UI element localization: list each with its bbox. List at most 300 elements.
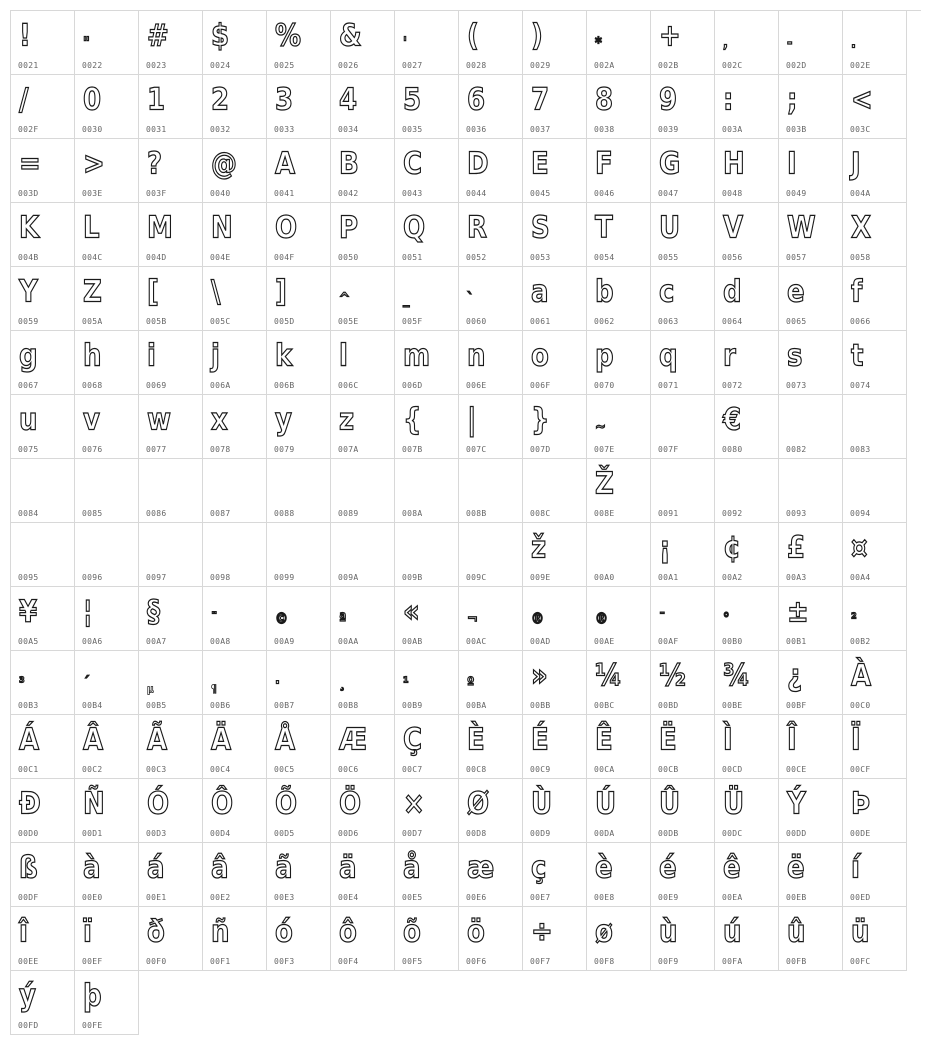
glyph-cell (139, 203, 203, 267)
glyph-code-label: 00F6 (466, 957, 487, 966)
glyph-code-label: 0023 (146, 61, 167, 70)
glyph-code-label: 00D8 (466, 829, 487, 838)
glyph-code-label: 00D7 (402, 829, 423, 838)
glyph-cell (11, 139, 75, 203)
glyph-cell (651, 907, 715, 971)
glyph-cell (139, 395, 203, 459)
glyph-character: ð (147, 915, 164, 950)
glyph-code-label: 006F (530, 381, 551, 390)
glyph-cell (331, 11, 395, 75)
glyph-cell (267, 11, 331, 75)
glyph-code-label: 0078 (210, 445, 231, 454)
glyph-cell (75, 395, 139, 459)
glyph-character: 5 (403, 83, 421, 118)
glyph-cell (203, 843, 267, 907)
glyph-code-label: 0027 (402, 61, 423, 70)
glyph-cell (779, 331, 843, 395)
glyph-code-label: 004A (850, 189, 871, 198)
glyph-character: Ù (531, 787, 552, 822)
glyph-character: e (787, 275, 804, 310)
glyph-cell (267, 779, 331, 843)
glyph-code-label: 00FE (82, 1021, 103, 1030)
glyph-code-label: 008C (530, 509, 551, 518)
glyph-character: Û (659, 787, 680, 822)
glyph-character: « (403, 595, 419, 630)
glyph-character: Ï (851, 723, 860, 758)
glyph-code-label: 002C (722, 61, 743, 70)
glyph-character: v (83, 403, 99, 438)
glyph-code-label: 0077 (146, 445, 167, 454)
glyph-code-label: 0059 (18, 317, 39, 326)
glyph-cell (587, 75, 651, 139)
glyph-code-label: 0099 (274, 573, 295, 582)
glyph-code-label: 0091 (658, 509, 679, 518)
glyph-code-label: 00E1 (146, 893, 167, 902)
glyph-code-label: 00C2 (82, 765, 103, 774)
glyph-cell (267, 395, 331, 459)
glyph-character: ô (339, 915, 356, 950)
glyph-cell (779, 715, 843, 779)
glyph-code-label: 00B0 (722, 637, 743, 646)
glyph-cell (203, 651, 267, 715)
glyph-cell (139, 267, 203, 331)
glyph-code-label: 00D4 (210, 829, 231, 838)
glyph-cell (779, 267, 843, 331)
glyph-cell (459, 523, 523, 587)
glyph-code-label: 00CE (786, 765, 807, 774)
glyph-character: X (851, 211, 871, 246)
glyph-cell (331, 651, 395, 715)
glyph-character: c (659, 275, 674, 310)
glyph-cell (523, 715, 587, 779)
glyph-code-label: 005A (82, 317, 103, 326)
glyph-character: O (275, 211, 297, 246)
glyph-code-label: 0066 (850, 317, 871, 326)
glyph-cell (203, 779, 267, 843)
glyph-code-label: 00D9 (530, 829, 551, 838)
glyph-character: Ä (211, 723, 231, 758)
glyph-cell (395, 203, 459, 267)
glyph-character: M (147, 211, 172, 246)
glyph-code-label: 007F (658, 445, 679, 454)
glyph-code-label: 00B3 (18, 701, 39, 710)
glyph-cell (779, 523, 843, 587)
glyph-code-label: 006D (402, 381, 423, 390)
glyph-code-label: 0057 (786, 253, 807, 262)
glyph-cell (715, 907, 779, 971)
glyph-character: u (19, 403, 37, 438)
glyph-character: ª (339, 611, 346, 629)
glyph-code-label: 0037 (530, 125, 551, 134)
glyph-cell (843, 75, 907, 139)
glyph-code-label: 0093 (786, 509, 807, 518)
glyph-character: è (595, 851, 612, 886)
glyph-character: : (723, 83, 733, 118)
glyph-character: û (787, 915, 805, 950)
glyph-code-label: 00A1 (658, 573, 679, 582)
glyph-character: ® (531, 611, 543, 629)
glyph-code-label: 002A (594, 61, 615, 70)
glyph-cell (779, 459, 843, 523)
glyph-character: â (211, 851, 228, 886)
glyph-cell (651, 395, 715, 459)
glyph-cell (459, 203, 523, 267)
glyph-cell (11, 523, 75, 587)
glyph-character: 6 (467, 83, 485, 118)
glyph-code-label: 004D (146, 253, 167, 262)
glyph-character: æ (467, 851, 494, 886)
glyph-character: à (83, 851, 100, 886)
glyph-code-label: 00F9 (658, 957, 679, 966)
glyph-code-label: 00A8 (210, 637, 231, 646)
glyph-cell (331, 715, 395, 779)
glyph-character: * (595, 35, 601, 53)
glyph-code-label: 00C3 (146, 765, 167, 774)
glyph-cell (843, 395, 907, 459)
glyph-character: D (467, 147, 488, 182)
glyph-code-label: 006E (466, 381, 487, 390)
glyph-character: ¦ (83, 595, 92, 630)
glyph-cell (395, 907, 459, 971)
glyph-cell (395, 779, 459, 843)
glyph-cell (459, 651, 523, 715)
glyph-code-label: 002E (850, 61, 871, 70)
glyph-character: a (531, 275, 548, 310)
glyph-cell (779, 11, 843, 75)
glyph-cell (459, 331, 523, 395)
glyph-character: $ (211, 19, 229, 54)
glyph-code-label: 00C7 (402, 765, 423, 774)
glyph-cell (459, 715, 523, 779)
glyph-character: o (531, 339, 548, 374)
glyph-code-label: 00C5 (274, 765, 295, 774)
glyph-code-label: 0080 (722, 445, 743, 454)
glyph-code-label: 00E0 (82, 893, 103, 902)
glyph-cell (779, 843, 843, 907)
glyph-cell (843, 459, 907, 523)
glyph-character: Ø (467, 787, 489, 822)
glyph-code-label: 00CD (722, 765, 743, 774)
glyph-code-label: 0098 (210, 573, 231, 582)
glyph-character: J (851, 147, 860, 182)
glyph-code-label: 0073 (786, 381, 807, 390)
glyph-code-label: 0032 (210, 125, 231, 134)
glyph-code-label: 00E7 (530, 893, 551, 902)
glyph-character: Ñ (83, 787, 104, 822)
glyph-cell (395, 331, 459, 395)
glyph-character: » (531, 659, 547, 694)
glyph-character: ê (723, 851, 740, 886)
glyph-character: | (467, 403, 476, 438)
glyph-character: 8 (595, 83, 613, 118)
glyph-code-label: 00C0 (850, 701, 871, 710)
glyph-code-label: 0046 (594, 189, 615, 198)
glyph-cell (139, 715, 203, 779)
glyph-cell (139, 139, 203, 203)
glyph-cell (203, 139, 267, 203)
glyph-cell (587, 779, 651, 843)
glyph-code-label: 004F (274, 253, 295, 262)
glyph-code-label: 0029 (530, 61, 551, 70)
glyph-cell (523, 587, 587, 651)
glyph-code-label: 00B9 (402, 701, 423, 710)
glyph-cell (203, 331, 267, 395)
glyph-cell (11, 459, 75, 523)
glyph-character: ä (339, 851, 356, 886)
glyph-code-label: 0068 (82, 381, 103, 390)
glyph-character: º (467, 675, 474, 693)
glyph-code-label: 00E6 (466, 893, 487, 902)
glyph-code-label: 0096 (82, 573, 103, 582)
glyph-cell (843, 203, 907, 267)
glyph-cell (139, 779, 203, 843)
glyph-cell (459, 267, 523, 331)
glyph-code-label: 00D6 (338, 829, 359, 838)
glyph-code-label: 0050 (338, 253, 359, 262)
glyph-character: Æ (339, 723, 367, 758)
glyph-cell (587, 715, 651, 779)
glyph-code-label: 00BA (466, 701, 487, 710)
glyph-code-label: 0047 (658, 189, 679, 198)
glyph-character: Ã (147, 723, 167, 758)
glyph-cell (11, 267, 75, 331)
glyph-cell (587, 843, 651, 907)
glyph-character: ° (723, 611, 729, 629)
glyph-character: ù (659, 915, 677, 950)
glyph-character: L (83, 211, 99, 246)
glyph-character: t (851, 339, 863, 374)
glyph-character: I (787, 147, 796, 182)
glyph-cell (779, 907, 843, 971)
glyph-code-label: 003C (850, 125, 871, 134)
glyph-cell (715, 715, 779, 779)
glyph-character: l (339, 339, 347, 374)
glyph-character: ã (275, 851, 292, 886)
glyph-character: A (275, 147, 295, 182)
glyph-cell (75, 523, 139, 587)
glyph-cell (331, 75, 395, 139)
glyph-character: ¥ (19, 595, 37, 630)
glyph-character: é (659, 851, 676, 886)
glyph-code-label: 008E (594, 509, 615, 518)
glyph-character: Ž (595, 467, 613, 502)
glyph-character: ¢ (723, 531, 741, 566)
glyph-character: © (275, 611, 287, 629)
glyph-code-label: 0076 (82, 445, 103, 454)
glyph-cell (523, 267, 587, 331)
glyph-character: ø (595, 915, 612, 950)
glyph-character: ¿ (787, 659, 802, 694)
glyph-code-label: 0044 (466, 189, 487, 198)
glyph-cell (587, 459, 651, 523)
glyph-cell (779, 779, 843, 843)
glyph-cell (843, 139, 907, 203)
glyph-code-label: 004B (18, 253, 39, 262)
glyph-character: W (787, 211, 815, 246)
glyph-code-label: 00BB (530, 701, 551, 710)
glyph-character: £ (787, 531, 805, 566)
glyph-cell (75, 971, 139, 1035)
glyph-code-label: 0024 (210, 61, 231, 70)
glyph-code-label: 009E (530, 573, 551, 582)
glyph-code-label: 0087 (210, 509, 231, 518)
glyph-code-label: 0095 (18, 573, 39, 582)
glyph-code-label: 009A (338, 573, 359, 582)
glyph-code-label: 00B2 (850, 637, 871, 646)
glyph-code-label: 00EA (722, 893, 743, 902)
glyph-code-label: 00EB (786, 893, 807, 902)
glyph-character: w (147, 403, 171, 438)
glyph-code-label: 00DB (658, 829, 679, 838)
glyph-cell (587, 395, 651, 459)
glyph-character: € (723, 403, 741, 438)
glyph-character: Ö (339, 787, 361, 822)
glyph-character: b (595, 275, 613, 310)
glyph-cell (843, 523, 907, 587)
glyph-character: s (787, 339, 802, 374)
glyph-character: ´ (83, 675, 89, 693)
glyph-cell (395, 395, 459, 459)
glyph-character: ` (467, 291, 473, 309)
glyph-code-label: 00AB (402, 637, 423, 646)
glyph-code-label: 00A9 (274, 637, 295, 646)
glyph-cell (459, 139, 523, 203)
glyph-code-label: 003B (786, 125, 807, 134)
glyph-code-label: 0084 (18, 509, 39, 518)
glyph-cell (75, 907, 139, 971)
glyph-cell (395, 651, 459, 715)
glyph-character: ÷ (531, 915, 552, 950)
glyph-character: N (211, 211, 232, 246)
glyph-code-label: 0026 (338, 61, 359, 70)
glyph-code-label: 00DE (850, 829, 871, 838)
glyph-cell (395, 139, 459, 203)
glyph-cell (587, 523, 651, 587)
glyph-cell (331, 587, 395, 651)
glyph-code-label: 00C9 (530, 765, 551, 774)
glyph-cell (651, 203, 715, 267)
glyph-character: + (659, 19, 680, 54)
glyph-character: ž (531, 531, 546, 566)
glyph-character: Þ (851, 787, 870, 822)
glyph-character: ý (19, 979, 35, 1014)
glyph-cell (715, 779, 779, 843)
glyph-cell (587, 203, 651, 267)
glyph-cell (75, 331, 139, 395)
glyph-code-label: 0075 (18, 445, 39, 454)
glyph-code-label: 0038 (594, 125, 615, 134)
glyph-code-label: 0074 (850, 381, 871, 390)
glyph-code-label: 00A6 (82, 637, 103, 646)
glyph-character: ± (787, 595, 808, 630)
glyph-code-label: 003A (722, 125, 743, 134)
glyph-code-label: 0053 (530, 253, 551, 262)
glyph-code-label: 00B6 (210, 701, 231, 710)
glyph-cell (267, 843, 331, 907)
glyph-cell (139, 331, 203, 395)
glyph-cell (267, 75, 331, 139)
glyph-character: P (339, 211, 358, 246)
glyph-cell (11, 651, 75, 715)
glyph-cell (11, 907, 75, 971)
glyph-character: Z (83, 275, 101, 310)
glyph-code-label: 0054 (594, 253, 615, 262)
glyph-code-label: 00E2 (210, 893, 231, 902)
glyph-code-label: 00F8 (594, 957, 615, 966)
glyph-code-label: 0063 (658, 317, 679, 326)
glyph-character: ¸ (339, 675, 345, 693)
glyph-cell (587, 331, 651, 395)
glyph-character: 9 (659, 83, 677, 118)
glyph-code-label: 00B5 (146, 701, 167, 710)
glyph-code-label: 006A (210, 381, 231, 390)
glyph-code-label: 00EE (18, 957, 39, 966)
glyph-code-label: 00D0 (18, 829, 39, 838)
glyph-cell (203, 11, 267, 75)
glyph-cell (651, 651, 715, 715)
glyph-cell (459, 843, 523, 907)
glyph-code-label: 007E (594, 445, 615, 454)
glyph-character: ½ (659, 659, 685, 694)
glyph-character: § (147, 595, 159, 630)
glyph-cell (459, 75, 523, 139)
glyph-cell (203, 459, 267, 523)
glyph-cell (331, 459, 395, 523)
glyph-cell (331, 779, 395, 843)
glyph-character: ¯ (659, 611, 665, 629)
glyph-code-label: 002F (18, 125, 39, 134)
glyph-cell (779, 203, 843, 267)
glyph-cell (75, 203, 139, 267)
glyph-cell (331, 843, 395, 907)
glyph-cell (75, 75, 139, 139)
glyph-character: É (531, 723, 548, 758)
glyph-cell (203, 395, 267, 459)
glyph-cell (523, 139, 587, 203)
glyph-character: ¶ (211, 684, 216, 696)
glyph-character: × (403, 787, 424, 822)
glyph-cell (779, 75, 843, 139)
glyph-code-label: 0088 (274, 509, 295, 518)
glyph-character: ³ (19, 675, 24, 693)
glyph-cell (843, 11, 907, 75)
glyph-cell (331, 395, 395, 459)
glyph-character: , (723, 35, 727, 53)
glyph-code-label: 0083 (850, 445, 871, 454)
glyph-cell (523, 843, 587, 907)
glyph-code-label: 009B (402, 573, 423, 582)
glyph-cell (459, 907, 523, 971)
glyph-cell (715, 75, 779, 139)
glyph-code-label: 005D (274, 317, 295, 326)
glyph-cell (843, 779, 907, 843)
glyph-code-label: 0092 (722, 509, 743, 518)
glyph-code-label: 008A (402, 509, 423, 518)
glyph-code-label: 00FB (786, 957, 807, 966)
glyph-code-label: 002B (658, 61, 679, 70)
glyph-cell (203, 715, 267, 779)
glyph-character: ¨ (211, 611, 217, 629)
glyph-cell (11, 331, 75, 395)
glyph-character: ¬ (467, 611, 477, 629)
glyph-character: T (595, 211, 612, 246)
glyph-character: Ú (595, 787, 616, 822)
glyph-cell (651, 75, 715, 139)
glyph-character: F (595, 147, 612, 182)
glyph-character: Ü (723, 787, 744, 822)
glyph-character: ] (275, 275, 286, 310)
glyph-cell (395, 459, 459, 523)
